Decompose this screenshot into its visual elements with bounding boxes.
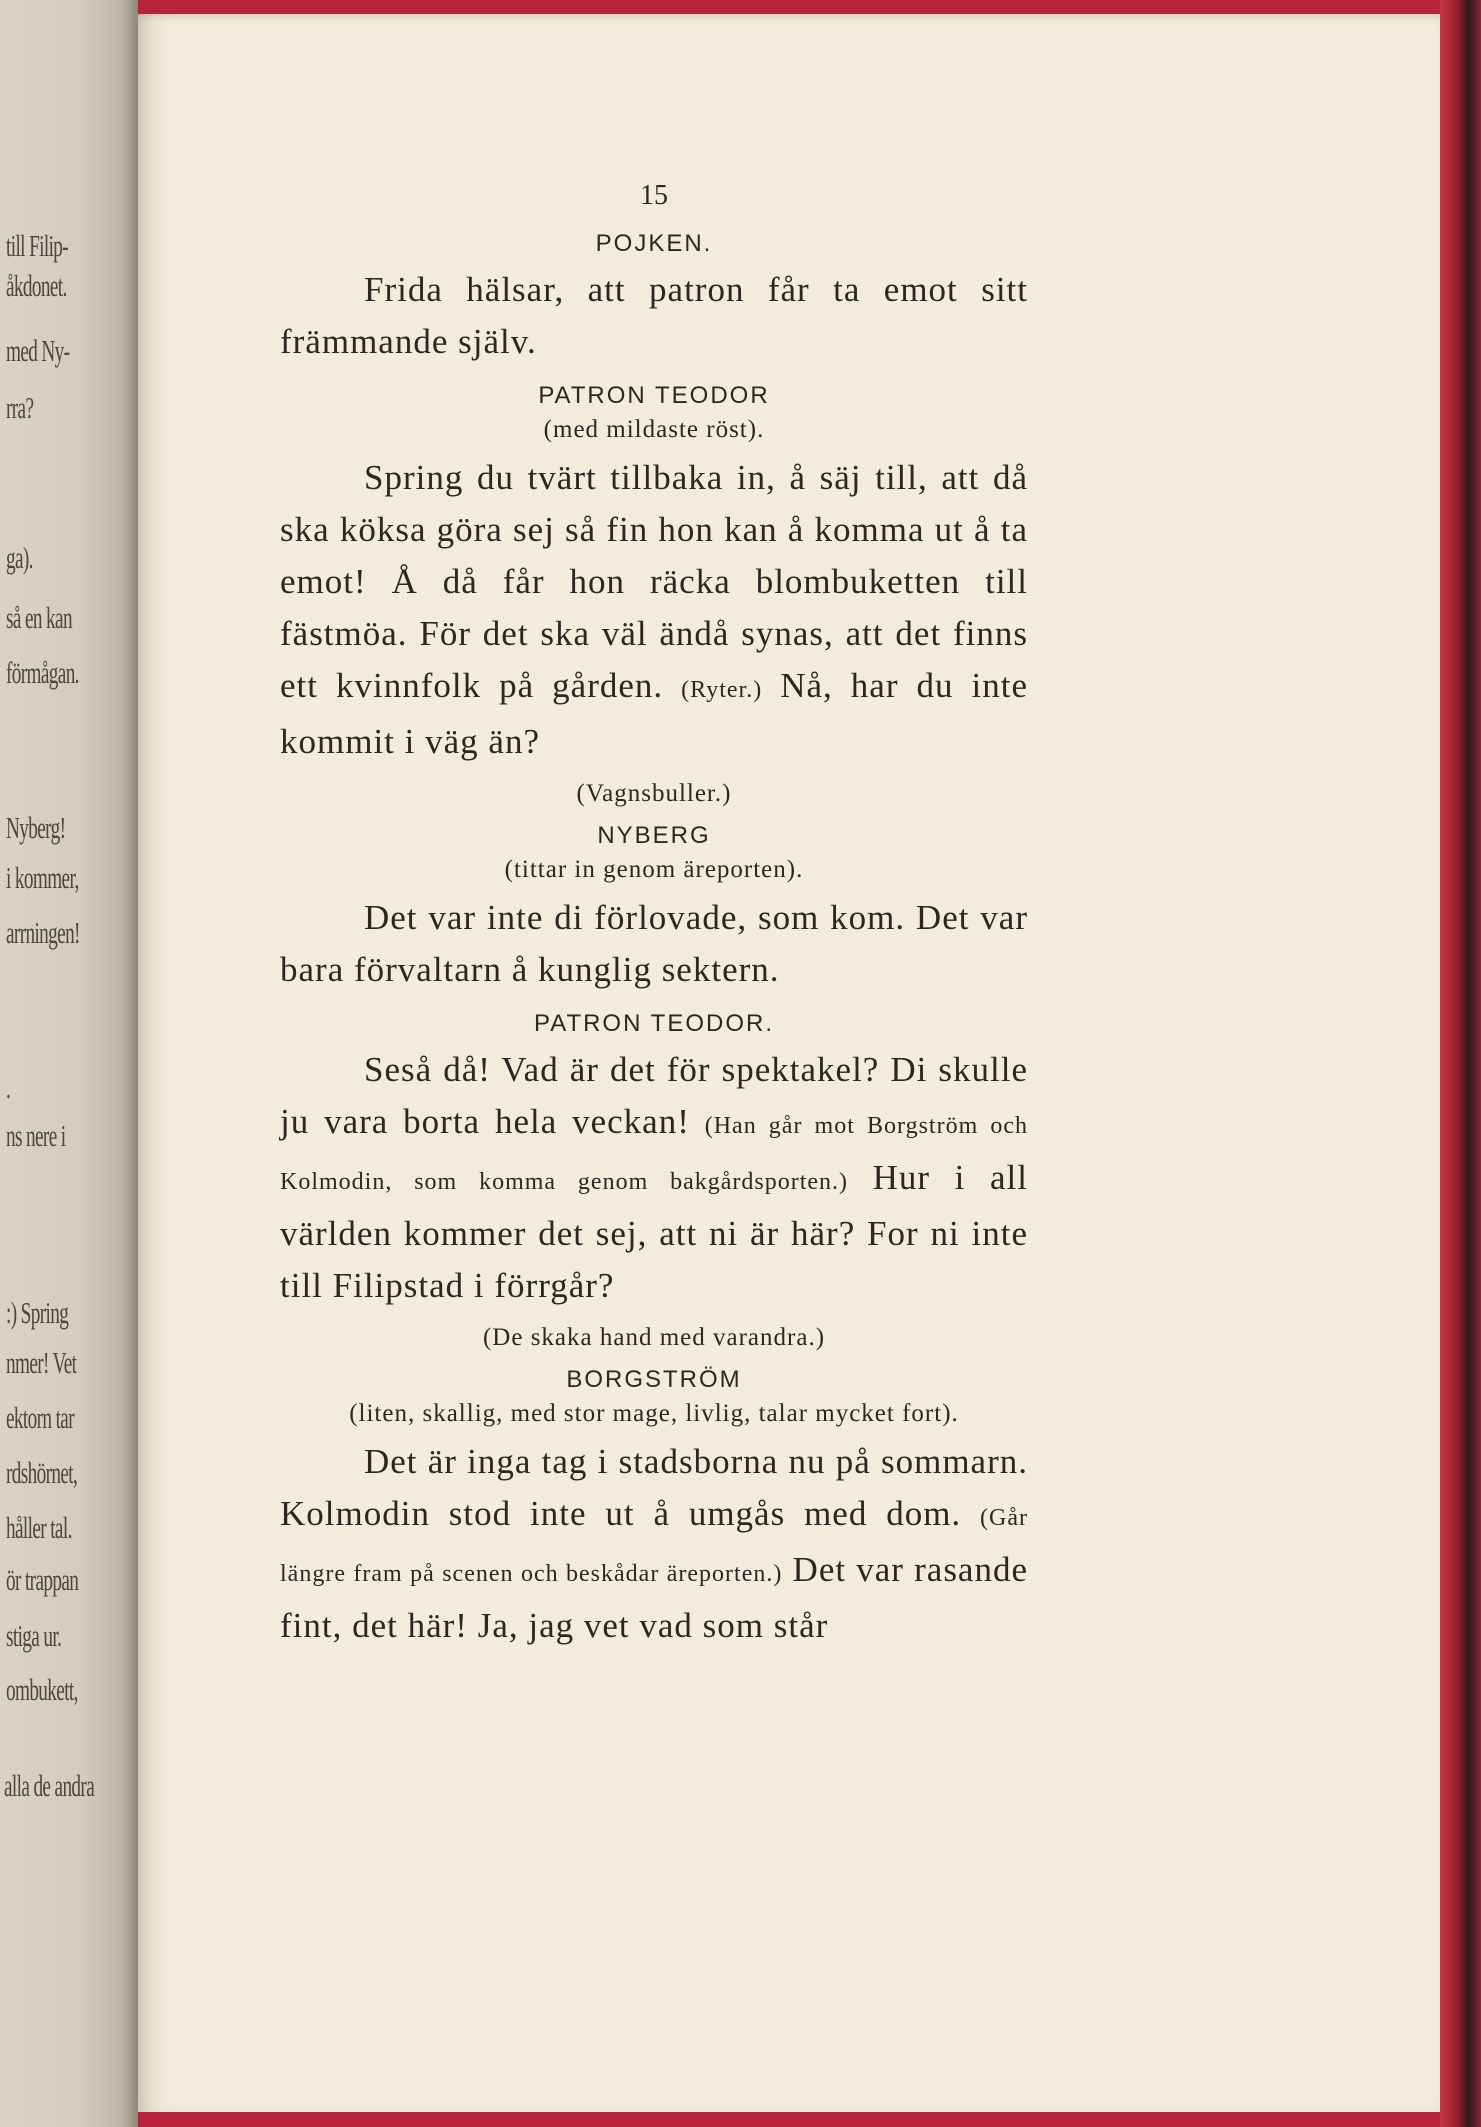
dialogue-text: Frida hälsar, att patron får ta emot sitt främmande själv. xyxy=(280,270,1028,361)
left-page-line: i kommer, xyxy=(6,860,79,895)
dialogue-paragraph xyxy=(280,1436,1028,1652)
speaker-name: BORGSTRÖM xyxy=(566,1366,742,1393)
left-page-line: håller tal. xyxy=(6,1510,72,1545)
dialogue-text: Det var inte di förlovade, som kom. Det var bara förvaltarn å kunglig sektern. xyxy=(280,898,1028,989)
dialogue-text-continued: Det var rasande fint, det här! Ja, jag vet vad som står xyxy=(280,1550,1029,1645)
left-page-line: alla de andra xyxy=(4,1768,95,1803)
dialogue-paragraph xyxy=(280,452,1028,768)
stage-direction: (De skaka hand med varandra.) xyxy=(482,1324,826,1351)
dialogue-paragraph xyxy=(280,892,1028,996)
left-page-line: :) Spring xyxy=(6,1295,69,1330)
facing-left-page xyxy=(0,0,138,2127)
stage-direction: (Vagnsbuller.) xyxy=(576,780,732,807)
dialogue-text: Seså då! Vad är det för spektakel? Di skulle ju vara borta hela veckan! xyxy=(280,1050,1028,1141)
left-page-line: stiga ur. xyxy=(6,1618,62,1653)
inline-stage-direction: (Han går mot Borgström och Kolmodin, som komma genom bakgårdsporten.) xyxy=(280,1113,1028,1195)
left-page-line: ga). xyxy=(6,540,33,575)
speaker-name: PATRON TEODOR xyxy=(538,382,770,409)
left-page-line: ombukett, xyxy=(6,1672,78,1707)
dialogue-paragraph xyxy=(280,264,1028,368)
inline-stage-direction: (Ryter.) xyxy=(681,677,763,703)
page-content xyxy=(280,180,1028,1664)
left-page-line: arrningen! xyxy=(6,915,80,950)
left-page-line: rra? xyxy=(6,390,34,425)
left-page-line: så en kan xyxy=(6,600,72,635)
page-number: 15 xyxy=(640,180,668,211)
dialogue-text: Det är inga tag i stadsborna nu på sommarn. Kolmodin stod inte ut å umgås med dom. xyxy=(280,1442,1028,1533)
book-cover-edge xyxy=(1440,0,1481,2127)
speaker-name: NYBERG xyxy=(597,822,711,849)
left-page-line: Nyberg! xyxy=(6,810,66,845)
left-page-line: med Ny- xyxy=(6,333,70,368)
stage-direction: (med mildaste röst). xyxy=(543,416,765,443)
script-text xyxy=(280,230,1028,1652)
left-page-line: ör trappan xyxy=(6,1562,79,1597)
left-page-line: ektorn tar xyxy=(6,1400,74,1435)
left-page-line: ns nere i xyxy=(6,1118,66,1153)
left-page-line: åkdonet. xyxy=(6,268,67,303)
left-page-line: rdshörnet, xyxy=(6,1455,78,1490)
dialogue-text-continued: Hur i all världen kommer det sej, att ni är här? For ni inte till Filipstad i förrgår? xyxy=(280,1158,1028,1305)
dialogue-paragraph xyxy=(280,1044,1028,1312)
inline-stage-direction: (Går längre fram på scenen och beskådar äreporten.) xyxy=(280,1505,1028,1587)
dialogue-text-continued: Nå, har du inte kommit i väg än? xyxy=(280,666,1028,761)
left-page-line: . xyxy=(6,1070,11,1105)
speaker-name: PATRON TEODOR. xyxy=(533,1010,774,1037)
left-page-line: till Filip- xyxy=(6,228,69,263)
stage-direction: (tittar in genom äreporten). xyxy=(504,856,804,883)
book-page xyxy=(138,14,1440,2112)
stage-direction: (liten, skallig, med stor mage, livlig, talar mycket fort). xyxy=(349,1400,959,1427)
dialogue-text: Spring du tvärt tillbaka in, å säj till, att då ska köksa göra sej så fin hon kan å komma ut å ta emot! Å då får hon räcka blombuketten till fästmöa. För det ska väl ändå synas, att det finns ett kvinnfolk på gården. xyxy=(280,458,1028,705)
speaker-name: POJKEN. xyxy=(595,230,713,257)
left-page-line: nmer! Vet xyxy=(6,1345,77,1380)
left-page-line: förmågan. xyxy=(6,655,79,690)
